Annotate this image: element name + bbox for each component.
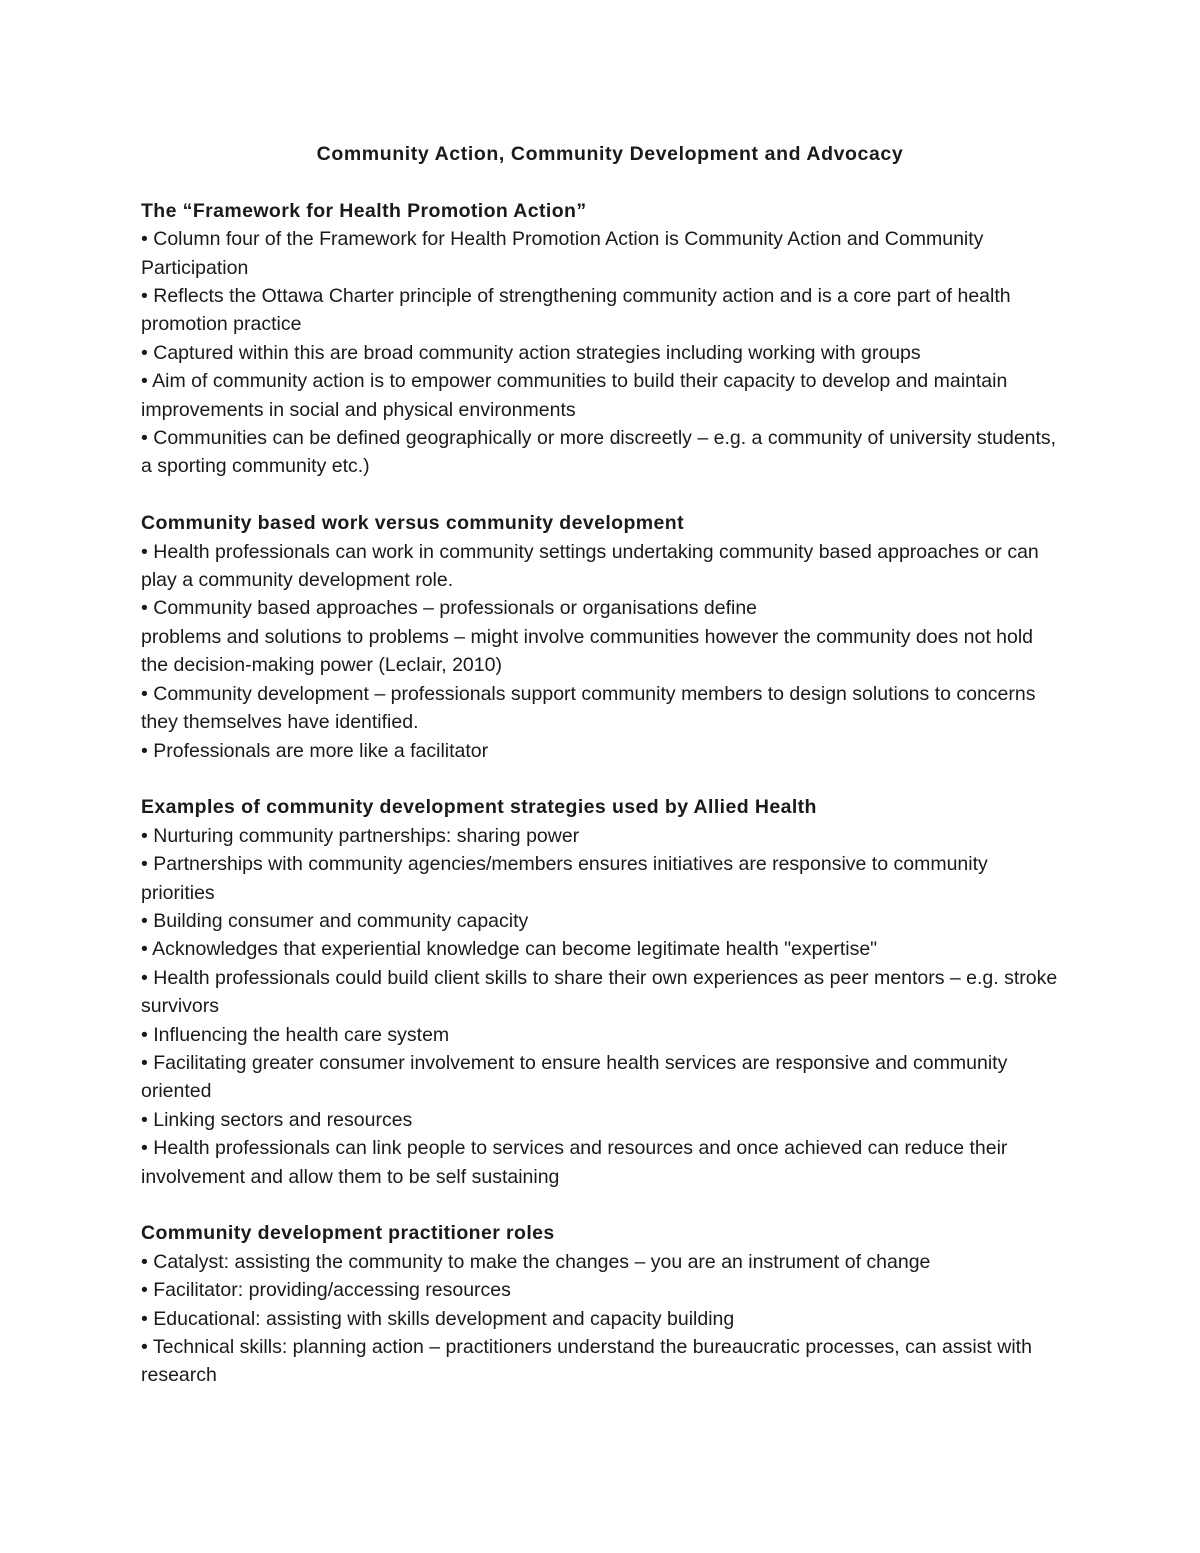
list-item: • Professionals are more like a facilitator [141, 739, 489, 762]
list-item: • Aim of community action is to empower communities to build their capacity to develop and maintain improvements in social and physical environments [141, 370, 1008, 421]
list-item: • Influencing the health care system [141, 1023, 450, 1046]
list-item: • Health professionals can link people to services and resources and once achieved can reduce their involvement and allow them to be self sustaining [141, 1137, 1008, 1188]
bullet-list [141, 822, 1061, 1191]
list-item: • Community development – professionals support community members to design solutions to concerns they themselves have identified. [141, 682, 1036, 734]
section-heading: The “Framework for Health Promotion Action” [141, 199, 587, 222]
section-framework [141, 197, 1061, 481]
list-item: • Building consumer and community capacity [141, 909, 529, 932]
section-heading: Community development practitioner roles [141, 1222, 555, 1245]
section-heading: Examples of community development strategies used by Allied Health [141, 796, 817, 819]
section-strategies [141, 793, 1061, 1191]
bullet-list [141, 1248, 1061, 1390]
list-item: • Nurturing community partnerships: sharing power [141, 824, 580, 847]
section-practitioner-roles [141, 1219, 1061, 1389]
list-item: • Facilitating greater consumer involvement to ensure health services are responsive and community oriented [141, 1051, 1008, 1103]
section-community-based-work [141, 509, 1061, 765]
list-item: • Health professionals can work in community settings undertaking community based approaches or can play a community development role. [141, 540, 1039, 592]
list-item: problems and solutions to problems – might involve communities however the community does not hold the decision-making power (Leclair, 2010) [141, 625, 1034, 677]
list-item: • Community based approaches – professionals or organisations define [141, 597, 758, 620]
list-item: • Linking sectors and resources [141, 1108, 413, 1131]
list-item: • Reflects the Ottawa Charter principle of strengthening community action and is a core part of health promotion practice [141, 285, 1011, 336]
document-page [141, 140, 1061, 1418]
list-item: • Communities can be defined geographically or more discreetly – e.g. a community of university students, a sporting community etc.) [141, 427, 1057, 478]
list-item: • Technical skills: planning action – practitioners understand the bureaucratic processes, can assist with research [141, 1336, 1032, 1387]
list-item: • Captured within this are broad community action strategies including working with groups [141, 341, 921, 364]
list-item: • Acknowledges that experiential knowledge can become legitimate health "expertise" [141, 938, 878, 961]
list-item: • Catalyst: assisting the community to make the changes – you are an instrument of change [141, 1250, 931, 1273]
list-item: • Partnerships with community agencies/members ensures initiatives are responsive to community priorities [141, 853, 988, 904]
list-item: • Facilitator: providing/accessing resources [141, 1279, 511, 1302]
document-title: Community Action, Community Development and Advocacy [316, 143, 904, 165]
list-item: • Educational: assisting with skills development and capacity building [141, 1307, 735, 1330]
bullet-list [141, 225, 1061, 481]
list-item: • Column four of the Framework for Health Promotion Action is Community Action and Community Participation [141, 228, 984, 279]
section-heading: Community based work versus community development [141, 512, 684, 535]
bullet-list [141, 538, 1061, 765]
list-item: • Health professionals could build client skills to share their own experiences as peer mentors – e.g. stroke survivors [141, 966, 1058, 1018]
